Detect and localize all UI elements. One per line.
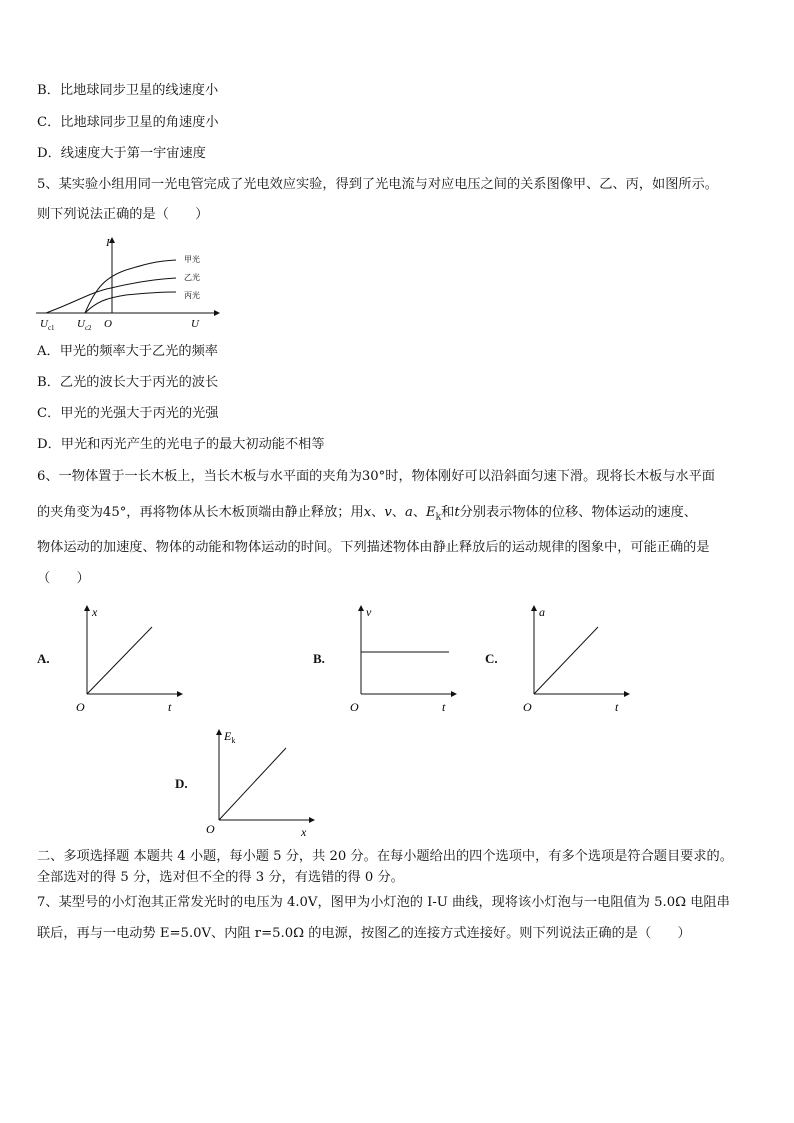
q6-stem-line3: 物体运动的加速度、物体的动能和物体运动的时间。下列描述物体由静止释放后的运动规律的图象中，可能正确的是	[37, 540, 710, 555]
curve-label-jia: 甲光	[184, 255, 200, 264]
q5-option-a: A．甲光的频率大于乙光的频率	[37, 344, 218, 359]
q4-option-d: D．线速度大于第一宇宙速度	[37, 146, 206, 161]
q4-option-b: B．比地球同步卫星的线速度小	[37, 83, 219, 98]
q5-stem-line2: 则下列说法正确的是（ ）	[37, 207, 209, 222]
curve-bing	[85, 292, 176, 313]
q6-stem-line2: 的夹角变为45°，再将物体从长木板顶端由静止释放；用x、v、a、$E_k$和t分别表示物体的位移、物体运动的速度、	[37, 505, 697, 523]
curve-label-bing: 丙光	[184, 291, 200, 300]
uc1-label: $U_{c1}$	[40, 318, 55, 332]
svg-text:x: x	[92, 605, 98, 619]
svg-text:v: v	[366, 605, 372, 619]
q4-option-c: C．比地球同步卫星的角速度小	[37, 115, 219, 130]
q5-option-c: C．甲光的光强大于丙光的光强	[37, 406, 219, 421]
q6-stem-line1: 6、一物体置于一长木板上，当长木板与水平面的夹角为30°时，物体刚好可以沿斜面匀速下滑。现将长木板与水平面	[37, 469, 715, 484]
q6-option-b-label: B.	[313, 651, 325, 666]
svg-text:t: t	[168, 700, 172, 714]
q5-stem-line1: 5、某实验小组用同一光电管完成了光电效应实验，得到了光电流与对应电压之间的关系图像甲、乙、丙，如图所示。	[37, 177, 718, 192]
q6-graph-d	[202, 724, 322, 840]
q5-photoelectric-graph	[36, 232, 226, 336]
svg-text:x: x	[301, 825, 307, 839]
graph-d-line	[219, 748, 286, 820]
svg-text:O: O	[206, 822, 215, 836]
u-axis-label: U	[191, 318, 199, 330]
svg-text:t: t	[442, 700, 446, 714]
section2-line1: 二、多项选择题 本题共 4 小题，每小题 5 分，共 20 分。在每小题给出的四个选项中，有多个选项是符合题目要求的。	[37, 849, 733, 864]
graph-a-line	[87, 627, 152, 694]
svg-text:t: t	[615, 700, 619, 714]
q6-graph-c	[517, 600, 637, 718]
q6-stem-line4: （ ）	[37, 571, 90, 586]
q6-option-c-label: C.	[485, 651, 498, 666]
svg-text:a: a	[539, 605, 545, 619]
graph-c-line	[534, 627, 598, 694]
svg-text:Ek: $E_k$	[224, 729, 236, 745]
q6-option-d-label: D.	[175, 776, 188, 791]
section2-line2: 全部选对的得 5 分，选对但不全的得 3 分，有选错的得 0 分。	[37, 870, 404, 885]
svg-text:O: O	[76, 700, 85, 714]
curve-jia	[85, 260, 176, 313]
q7-stem-line1: 7、某型号的小灯泡其正常发光时的电压为 4.0V，图甲为小灯泡的 I-U 曲线，现将该小灯泡与一电阻值为 5.0Ω 电阻串	[37, 895, 730, 910]
origin-label: O	[104, 318, 112, 330]
i-axis-label: I	[106, 237, 110, 249]
q6-option-a-label: A.	[37, 651, 50, 666]
svg-text:O: O	[523, 700, 532, 714]
q6-graph-b	[344, 600, 464, 718]
svg-text:O: O	[350, 700, 359, 714]
curve-yi	[46, 278, 176, 313]
q5-option-d: D．甲光和丙光产生的光电子的最大初动能不相等	[37, 437, 325, 452]
q5-option-b: B．乙光的波长大于丙光的波长	[37, 375, 219, 390]
curve-label-yi: 乙光	[184, 273, 200, 282]
q6-graph-a	[70, 600, 190, 718]
uc2-label: $U_{c2}$	[77, 318, 92, 332]
q7-stem-line2: 联后，再与一电动势 E=5.0V、内阻 r=5.0Ω 的电源，按图乙的连接方式连接好。则下列说法正确的是（ ）	[37, 926, 691, 941]
